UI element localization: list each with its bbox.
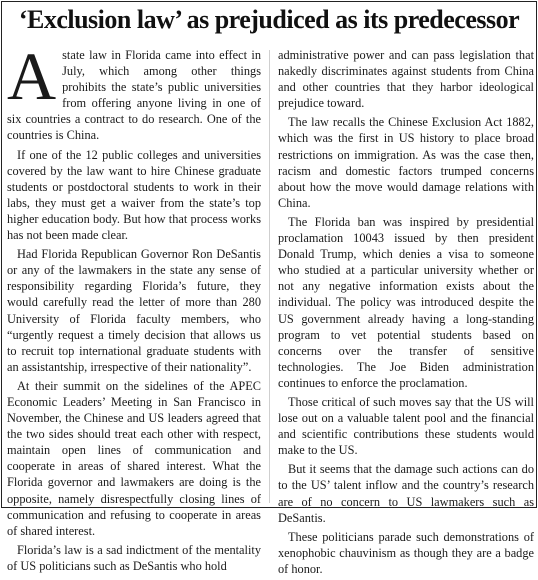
paragraph-5-continued: administrative power and can pass legislation that nakedly discriminates against students from China and other countries that they harbor ideological prejudice toward.: [278, 48, 534, 111]
left-column: [7, 38, 261, 577]
paragraph-1-text: state law in Florida came into effect in July, which among other things prohibits the state’s public universities from offering anyone living in one of six countries a contract to do research. One of the countries is China.: [7, 48, 261, 143]
right-column: [278, 47, 534, 580]
paragraph-8: Those critical of such moves say that the US will lose out on a valuable talent pool and the financial and scientific contributions these students would make to the US.: [278, 394, 534, 458]
column-divider: [269, 50, 270, 503]
paragraph-7: The Florida ban was inspired by presidential proclamation 10043 issued by then president Donald Trump, which denies a visa to someone who studied at a particular university whether or not any negative information exists about the individual. The policy was introduced despite the US government already having a long-standing program to vet potential students based on concerns over the transfer of sensitive technologies. The Joe Biden administration continues to enforce the proclamation.: [278, 214, 534, 390]
paragraph-9: But it seems that the damage such actions can do to the US’ talent inflow and the country’s research are of no concern to US lawmakers such as DeSantis.: [278, 462, 534, 525]
paragraph-2: If one of the 12 public colleges and universities covered by the law want to hire Chinese graduate students or postdoctoral students to work in their labs, they must get a waiver from the state’s top higher education body. But how that process works has not been made clear.: [7, 147, 261, 243]
paragraph-3: Had Florida Republican Governor Ron DeSantis or any of the lawmakers in the state any sense of responsibility regarding Florida’s future, they would carefully read the letter of more than 280 University of Florida faculty members, who “urgently request a timely decision that allows us to recruit top international graduate students with an assistantship, irrespective of their nationality”.: [7, 247, 261, 374]
paragraph-10: These politicians parade such demonstrations of xenophobic chauvinism as though they are a badge of honor.: [278, 529, 534, 576]
paragraph-1: [7, 38, 261, 144]
paragraph-6: The law recalls the Chinese Exclusion Act 1882, which was the first in US history to place broad restrictions on immigration. As was the case then, racism and domestic factors trumped concerns about how the move would damage relations with China.: [278, 115, 534, 210]
article-headline: ‘Exclusion law’ as prejudiced as its predecessor: [18, 5, 520, 34]
newspaper-article: [1, 1, 537, 576]
drop-cap: A: [7, 38, 57, 114]
paragraph-5: Florida’s law is a sad indictment of the mentality of US politicians such as DeSantis who hold: [7, 542, 261, 573]
paragraph-4: At their summit on the sidelines of the APEC Economic Leaders’ Meeting in San Francisco in November, the Chinese and US leaders agreed that the two sides should treat each other with respect, maintain open lines of communication and cooperate in areas of shared interest. What the Florida governor and lawmakers are doing is the opposite, namely disrespectfully closing lines of communication and refusing to cooperate in areas of shared interest.: [7, 378, 261, 538]
